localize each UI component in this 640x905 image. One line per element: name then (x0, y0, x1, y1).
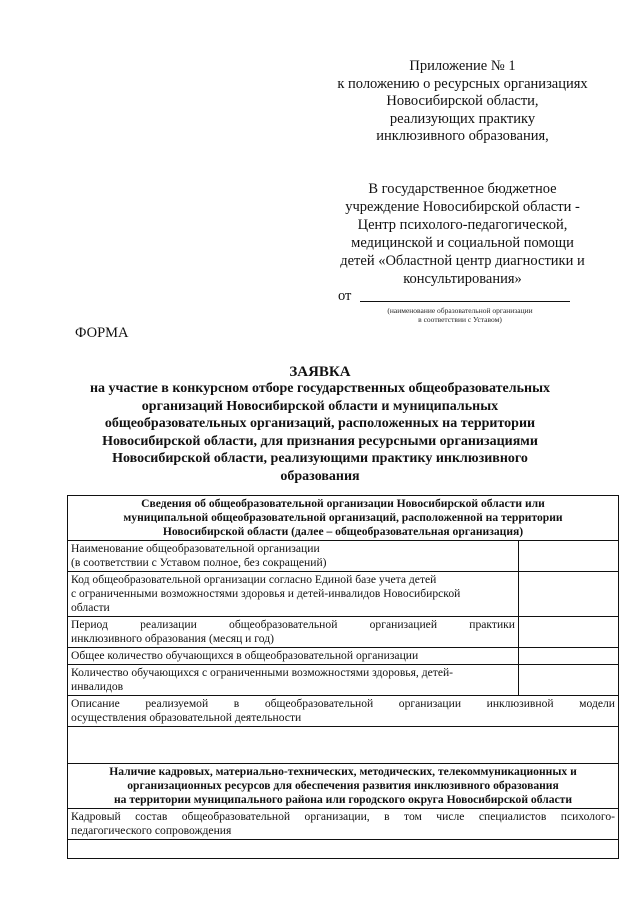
label-line: Общее количество обучающихся в общеобразовательной организации (71, 649, 419, 662)
row-period-value-cell[interactable] (519, 617, 619, 648)
from-caption (350, 306, 570, 324)
row-model-value-cell[interactable] (68, 727, 619, 764)
appendix-line: Приложение № 1 (409, 58, 516, 74)
section1-header (68, 496, 619, 541)
section2-header (68, 764, 619, 809)
addressee-line: медицинской и социальной помощи (351, 235, 574, 251)
label-line: Период реализации общеобразовательной организацией практики (71, 618, 515, 631)
table-row (68, 572, 619, 617)
row-total-students-label (68, 648, 519, 665)
from-blank-line[interactable] (360, 301, 570, 302)
subtitle-line: Новосибирской области, реализующими практику инклюзивного (112, 451, 528, 466)
appendix-block (300, 58, 625, 146)
table-row (68, 696, 619, 727)
section1-header-line: муниципальной общеобразовательной организаций, расположенной на территории (123, 511, 563, 524)
label-line: Описание реализуемой в общеобразовательной организации инклюзивной модели (71, 697, 616, 710)
appendix-line: инклюзивного образования, (376, 128, 549, 144)
table-row (68, 541, 619, 572)
table-row (68, 840, 619, 859)
section1-header-line: Сведения об общеобразовательной организации Новосибирской области или (141, 497, 545, 510)
row-model-label (68, 696, 619, 727)
label-line: Код общеобразовательной организации согласно Единой базе учета детей (71, 573, 437, 586)
label-line: области (71, 601, 110, 614)
subtitle-line: организаций Новосибирской области и муниципальных (141, 398, 499, 414)
section2-header-line: на территории муниципального района или городского округа Новосибирской области (113, 793, 573, 806)
subtitle-line: образования (280, 468, 360, 484)
from-label: от (338, 288, 352, 304)
label-line: Наименование общеобразовательной организации (71, 542, 320, 555)
label-line: инклюзивного образования (месяц и год) (71, 632, 274, 645)
document-title: ЗАЯВКА (289, 364, 351, 380)
table-row (68, 665, 619, 696)
label-line: Количество обучающихся с ограниченными возможностями здоровья, детей- (71, 666, 454, 679)
addressee-line: Центр психолого-педагогической, (357, 217, 568, 233)
form-label: ФОРМА (75, 325, 129, 341)
table-row (68, 648, 619, 665)
appendix-line: Новосибирской области, (386, 93, 539, 109)
application-form-table (67, 495, 619, 859)
row-period-label (68, 617, 519, 648)
row-staff-value-cell[interactable] (68, 840, 619, 859)
label-line: инвалидов (71, 680, 124, 693)
row-total-students-value-cell[interactable] (519, 648, 619, 665)
from-caption-line: (наименование образовательной организации (387, 306, 533, 315)
label-line: с ограниченными возможностями здоровья и детей-инвалидов Новосибирской (71, 587, 461, 600)
row-name-label (68, 541, 519, 572)
from-caption-line: в соответствии с Уставом) (418, 315, 502, 324)
label-line: (в соответствии с Уставом полное, без сокращений) (71, 556, 327, 569)
label-line: осуществления образовательной деятельности (71, 711, 302, 724)
subtitle-line: Новосибирской области, для признания ресурсными организациями (102, 433, 538, 449)
appendix-line: к положению о ресурсных организациях (337, 75, 588, 92)
addressee-block (300, 180, 625, 288)
subtitle-line: общеобразовательных организаций, расположенных на территории (104, 416, 536, 431)
row-code-value-cell[interactable] (519, 572, 619, 617)
section2-header-line: Наличие кадровых, материально-технических, методических, телекоммуникационных и (109, 765, 577, 778)
table-row (68, 809, 619, 840)
section1-header-line: Новосибирской области (далее – общеобразовательная организация) (162, 525, 524, 538)
addressee-line: учреждение Новосибирской области - (345, 199, 580, 215)
row-disabled-students-label (68, 665, 519, 696)
row-name-value-cell[interactable] (519, 541, 619, 572)
row-disabled-students-value-cell[interactable] (519, 665, 619, 696)
subtitle-line: на участие в конкурсном отборе государственных общеобразовательных (89, 381, 551, 396)
label-line: педагогического сопровождения (71, 824, 232, 837)
addressee-line: консультирования» (403, 271, 522, 287)
appendix-line: реализующих практику (389, 110, 536, 127)
section2-header-line: организационных ресурсов для обеспечения развития инклюзивного образования (127, 779, 559, 792)
section-header-row (68, 764, 619, 809)
row-staff-label (68, 809, 619, 840)
document-subtitle (60, 380, 580, 485)
table-row (68, 617, 619, 648)
table-row (68, 727, 619, 764)
label-line: Кадровый состав общеобразовательной организации, в том числе специалистов психолого- (71, 810, 616, 823)
section-header-row (68, 496, 619, 541)
addressee-line: детей «Областной центр диагностики и (340, 253, 585, 269)
row-code-label (68, 572, 519, 617)
addressee-line: В государственное бюджетное (368, 181, 557, 197)
from-field (338, 288, 578, 308)
